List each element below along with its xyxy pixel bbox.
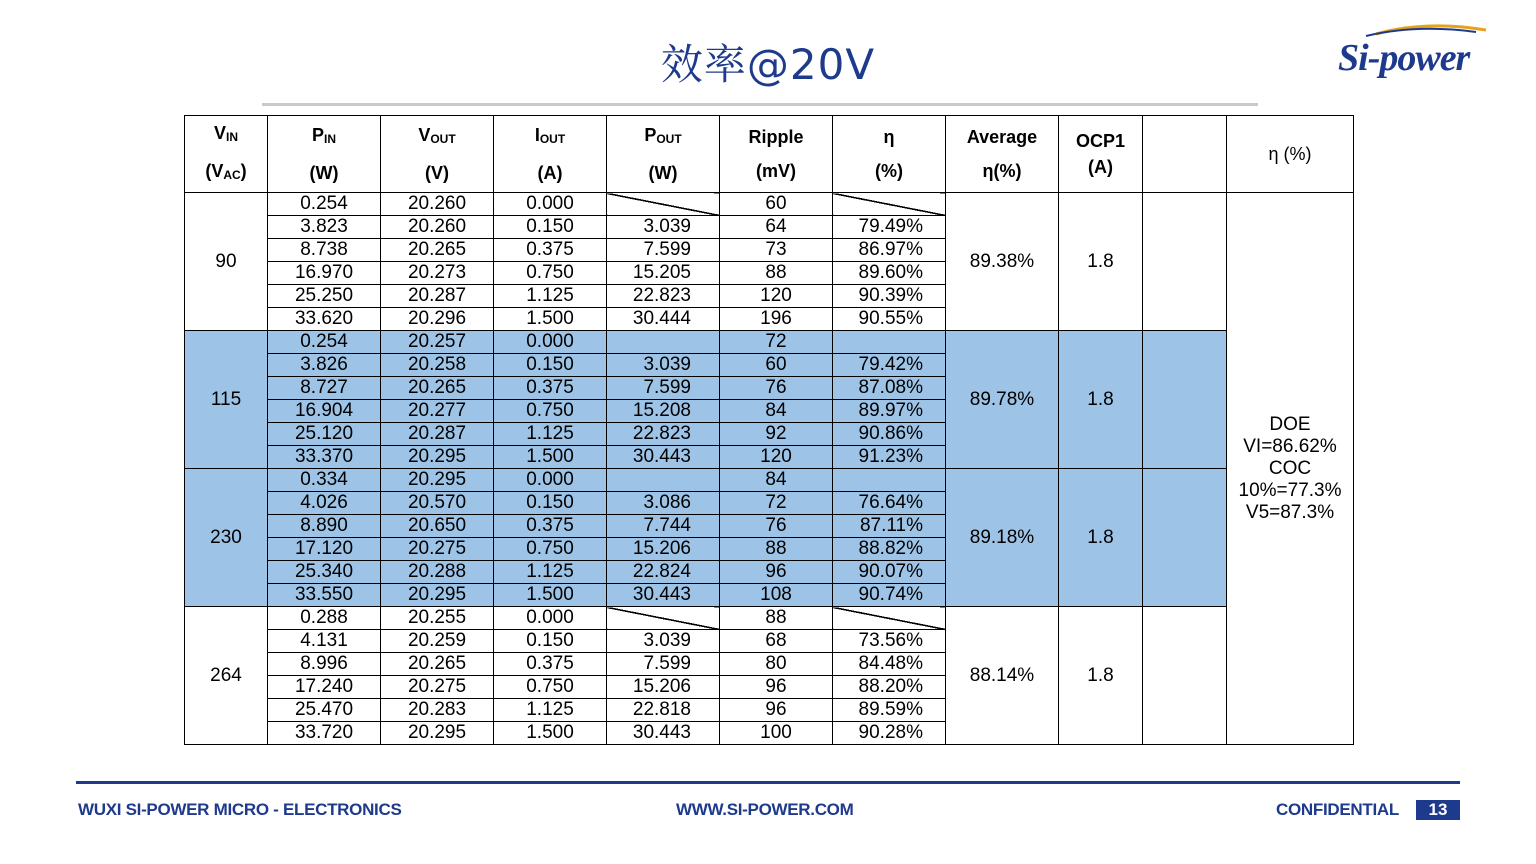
vout-cell: 20.295 <box>381 584 494 607</box>
pin-cell: 3.823 <box>268 216 381 239</box>
eta-cell: 73.56% <box>833 630 946 653</box>
title-divider <box>262 103 1258 106</box>
ripple-cell: 60 <box>720 193 833 216</box>
vout-cell: 20.650 <box>381 515 494 538</box>
vin-cell: 264 <box>185 607 268 745</box>
pout-cell: 3.039 <box>607 354 720 377</box>
iout-cell: 0.000 <box>494 193 607 216</box>
ripple-cell: 60 <box>720 354 833 377</box>
efficiency-table <box>184 115 1354 745</box>
iout-cell: 0.375 <box>494 515 607 538</box>
vout-cell: 20.288 <box>381 561 494 584</box>
pin-cell: 8.727 <box>268 377 381 400</box>
ripple-cell: 76 <box>720 515 833 538</box>
table-row <box>185 607 1354 630</box>
ripple-cell: 72 <box>720 492 833 515</box>
note-line: V5=87.3% <box>1245 501 1335 523</box>
pin-cell: 33.620 <box>268 308 381 331</box>
slide-title: 效率@20V <box>660 40 876 89</box>
iout-cell: 0.150 <box>494 216 607 239</box>
eta-cell: 90.55% <box>833 308 946 331</box>
header-blank <box>1143 116 1227 193</box>
pout-cell: 7.599 <box>607 239 720 262</box>
eta-cell: 76.64% <box>833 492 946 515</box>
ripple-cell: 84 <box>720 469 833 492</box>
vout-cell: 20.258 <box>381 354 494 377</box>
pin-cell: 0.334 <box>268 469 381 492</box>
iout-cell: 0.150 <box>494 630 607 653</box>
eta-cell <box>833 607 946 630</box>
footer-divider <box>76 781 1460 784</box>
vout-cell: 20.295 <box>381 722 494 745</box>
iout-cell: 1.500 <box>494 722 607 745</box>
eta-cell <box>833 193 946 216</box>
pout-cell: 30.444 <box>607 308 720 331</box>
eta-cell: 88.82% <box>833 538 946 561</box>
eta-cell: 86.97% <box>833 239 946 262</box>
vout-cell: 20.570 <box>381 492 494 515</box>
ripple-cell: 100 <box>720 722 833 745</box>
pin-cell: 25.470 <box>268 699 381 722</box>
pout-cell <box>607 331 720 354</box>
average-eta-cell: 88.14% <box>946 607 1059 745</box>
eta-cell: 89.97% <box>833 400 946 423</box>
eta-cell: 90.07% <box>833 561 946 584</box>
pin-cell: 25.120 <box>268 423 381 446</box>
iout-cell: 0.000 <box>494 469 607 492</box>
vout-cell: 20.260 <box>381 216 494 239</box>
vout-cell: 20.287 <box>381 423 494 446</box>
eta-cell: 90.28% <box>833 722 946 745</box>
note-line: COC <box>1268 457 1312 479</box>
ocp-cell: 1.8 <box>1059 607 1143 745</box>
ripple-cell: 80 <box>720 653 833 676</box>
eta-cell: 90.86% <box>833 423 946 446</box>
header-ripple: Ripple (mV) <box>720 116 833 193</box>
eta-cell: 79.49% <box>833 216 946 239</box>
vout-cell: 20.287 <box>381 285 494 308</box>
eta-cell: 90.39% <box>833 285 946 308</box>
blank-cell <box>1143 469 1227 607</box>
pout-cell: 30.443 <box>607 584 720 607</box>
vout-cell: 20.265 <box>381 239 494 262</box>
average-eta-cell: 89.78% <box>946 331 1059 469</box>
vout-cell: 20.260 <box>381 193 494 216</box>
vout-cell: 20.277 <box>381 400 494 423</box>
header-vin: $V_{IN}$ $(V_{AC})$ <box>185 116 268 193</box>
blank-cell <box>1143 193 1227 331</box>
iout-cell: 0.375 <box>494 377 607 400</box>
pin-cell: 25.340 <box>268 561 381 584</box>
ripple-cell: 120 <box>720 285 833 308</box>
iout-cell: 0.150 <box>494 354 607 377</box>
iout-cell: 1.500 <box>494 584 607 607</box>
ripple-cell: 96 <box>720 699 833 722</box>
pout-cell: 3.039 <box>607 630 720 653</box>
pout-cell: 30.443 <box>607 446 720 469</box>
eta-cell: 88.20% <box>833 676 946 699</box>
eta-cell: 89.59% <box>833 699 946 722</box>
eta-cell <box>833 469 946 492</box>
iout-cell: 1.500 <box>494 308 607 331</box>
pout-cell: 3.039 <box>607 216 720 239</box>
vout-cell: 20.275 <box>381 538 494 561</box>
eta-cell: 87.11% <box>833 515 946 538</box>
iout-cell: 0.000 <box>494 607 607 630</box>
pout-cell <box>607 607 720 630</box>
vin-cell: 115 <box>185 331 268 469</box>
iout-cell: 0.375 <box>494 653 607 676</box>
ripple-cell: 84 <box>720 400 833 423</box>
ripple-cell: 92 <box>720 423 833 446</box>
pin-cell: 3.826 <box>268 354 381 377</box>
ripple-cell: 96 <box>720 676 833 699</box>
note-line: VI=86.62% <box>1243 435 1337 457</box>
ripple-cell: 108 <box>720 584 833 607</box>
vout-cell: 20.265 <box>381 653 494 676</box>
pin-cell: 25.250 <box>268 285 381 308</box>
pin-cell: 17.120 <box>268 538 381 561</box>
blank-cell <box>1143 607 1227 745</box>
pout-cell <box>607 469 720 492</box>
iout-cell: 0.375 <box>494 239 607 262</box>
ripple-cell: 88 <box>720 262 833 285</box>
iout-cell: 0.150 <box>494 492 607 515</box>
table-row <box>185 193 1354 216</box>
ocp-cell: 1.8 <box>1059 193 1143 331</box>
vin-cell: 90 <box>185 193 268 331</box>
pin-cell: 8.890 <box>268 515 381 538</box>
iout-cell: 1.125 <box>494 423 607 446</box>
pout-cell: 7.599 <box>607 653 720 676</box>
vout-cell: 20.295 <box>381 446 494 469</box>
ripple-cell: 88 <box>720 538 833 561</box>
table-row <box>185 469 1354 492</box>
ripple-cell: 72 <box>720 331 833 354</box>
footer-website: WWW.SI-POWER.COM <box>676 800 854 819</box>
pout-cell: 15.205 <box>607 262 720 285</box>
header-vout: $V_{OUT}$ (V) <box>381 116 494 193</box>
footer-company: WUXI SI-POWER MICRO - ELECTRONICS <box>78 800 402 819</box>
pin-cell: 8.738 <box>268 239 381 262</box>
iout-cell: 0.000 <box>494 331 607 354</box>
ripple-cell: 120 <box>720 446 833 469</box>
page-number: 13 <box>1416 800 1460 820</box>
iout-cell: 1.125 <box>494 699 607 722</box>
pin-cell: 33.550 <box>268 584 381 607</box>
logo-text: Si-power <box>1338 37 1470 79</box>
pin-cell: 4.131 <box>268 630 381 653</box>
pout-cell: 22.824 <box>607 561 720 584</box>
average-eta-cell: 89.18% <box>946 469 1059 607</box>
eta-cell: 79.42% <box>833 354 946 377</box>
pout-cell: 15.206 <box>607 538 720 561</box>
iout-cell: 0.750 <box>494 538 607 561</box>
ripple-cell: 88 <box>720 607 833 630</box>
pout-cell: 3.086 <box>607 492 720 515</box>
vin-cell: 230 <box>185 469 268 607</box>
header-pin: $P_{IN}$ (W) <box>268 116 381 193</box>
header-eta-pct: η (%) <box>1227 116 1354 193</box>
header-pout: $P_{OUT}$ (W) <box>607 116 720 193</box>
pin-cell: 4.026 <box>268 492 381 515</box>
ripple-cell: 96 <box>720 561 833 584</box>
iout-cell: 0.750 <box>494 262 607 285</box>
table-row <box>185 331 1354 354</box>
pout-cell: 7.599 <box>607 377 720 400</box>
vout-cell: 20.257 <box>381 331 494 354</box>
ripple-cell: 64 <box>720 216 833 239</box>
header-iout: $I_{OUT}$ (A) <box>494 116 607 193</box>
note-line: DOE <box>1269 413 1311 435</box>
table-header-row <box>185 116 1354 193</box>
average-eta-cell: 89.38% <box>946 193 1059 331</box>
iout-cell: 1.125 <box>494 561 607 584</box>
pin-cell: 0.254 <box>268 331 381 354</box>
pout-cell: 15.208 <box>607 400 720 423</box>
pin-cell: 16.904 <box>268 400 381 423</box>
vout-cell: 20.265 <box>381 377 494 400</box>
pin-cell: 33.720 <box>268 722 381 745</box>
ripple-cell: 196 <box>720 308 833 331</box>
pout-cell: 7.744 <box>607 515 720 538</box>
ripple-cell: 76 <box>720 377 833 400</box>
si-power-logo <box>1336 22 1488 82</box>
ocp-cell: 1.8 <box>1059 331 1143 469</box>
ocp-cell: 1.8 <box>1059 469 1143 607</box>
pin-cell: 0.288 <box>268 607 381 630</box>
vout-cell: 20.259 <box>381 630 494 653</box>
header-ocp: OCP1 (A) <box>1059 116 1143 193</box>
blank-cell <box>1143 331 1227 469</box>
iout-cell: 1.500 <box>494 446 607 469</box>
vout-cell: 20.273 <box>381 262 494 285</box>
pout-cell: 22.823 <box>607 423 720 446</box>
vout-cell: 20.255 <box>381 607 494 630</box>
pin-cell: 17.240 <box>268 676 381 699</box>
vout-cell: 20.295 <box>381 469 494 492</box>
eta-cell: 87.08% <box>833 377 946 400</box>
header-eta: η (%) <box>833 116 946 193</box>
header-average: Average η(%) <box>946 116 1059 193</box>
pin-cell: 16.970 <box>268 262 381 285</box>
iout-cell: 0.750 <box>494 400 607 423</box>
ripple-cell: 68 <box>720 630 833 653</box>
eta-cell: 91.23% <box>833 446 946 469</box>
pout-cell: 15.206 <box>607 676 720 699</box>
pin-cell: 0.254 <box>268 193 381 216</box>
eta-cell <box>833 331 946 354</box>
pin-cell: 33.370 <box>268 446 381 469</box>
footer-confidential: CONFIDENTIAL <box>1276 800 1399 819</box>
pout-cell: 22.823 <box>607 285 720 308</box>
efficiency-standard-note <box>1227 193 1354 745</box>
note-line: 10%=77.3% <box>1238 479 1342 501</box>
vout-cell: 20.283 <box>381 699 494 722</box>
iout-cell: 1.125 <box>494 285 607 308</box>
pout-cell: 22.818 <box>607 699 720 722</box>
vout-cell: 20.296 <box>381 308 494 331</box>
ripple-cell: 73 <box>720 239 833 262</box>
iout-cell: 0.750 <box>494 676 607 699</box>
vout-cell: 20.275 <box>381 676 494 699</box>
eta-cell: 90.74% <box>833 584 946 607</box>
eta-cell: 84.48% <box>833 653 946 676</box>
eta-cell: 89.60% <box>833 262 946 285</box>
pin-cell: 8.996 <box>268 653 381 676</box>
pout-cell <box>607 193 720 216</box>
pout-cell: 30.443 <box>607 722 720 745</box>
